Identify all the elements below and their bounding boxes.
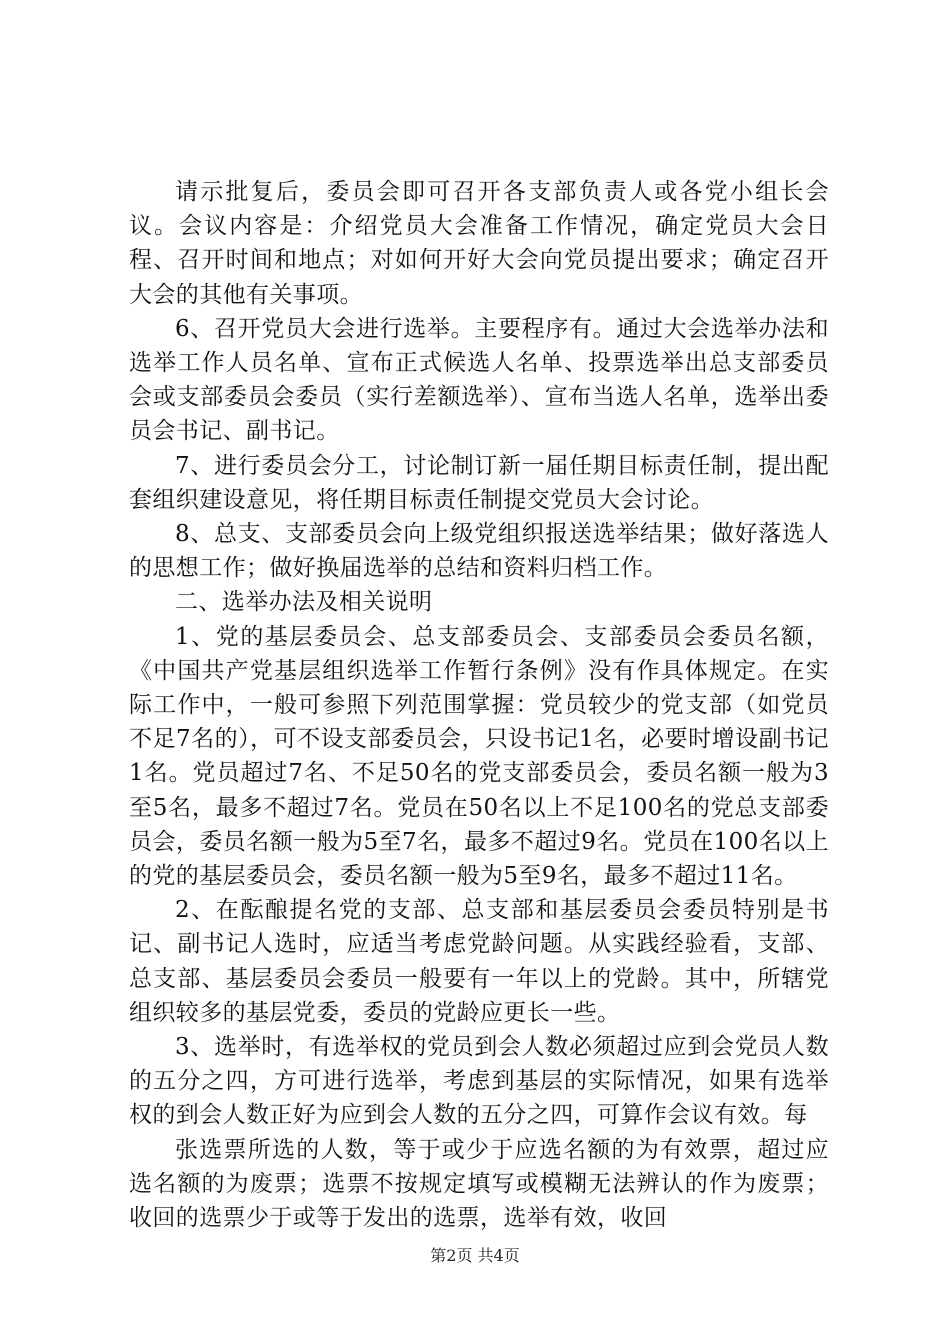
document-body	[129, 175, 829, 1235]
paragraph-rule-3: 3、选举时，有选举权的党员到会人数必须超过应到会党员人数的五分之四，方可进行选举，考虑到基层的实际情况，如果有选举权的到会人数正好为应到会人数的五分之四，可算作会议有效。每	[129, 1034, 829, 1129]
page-number: 第2页 共4页	[430, 1246, 520, 1265]
paragraph-item-6: 6、召开党员大会进行选举。主要程序有。通过大会选举办法和选举工作人员名单、宣布正式候选人名单、投票选举出总支部委员会或支部委员会委员（实行差额选举）、宣布当选人名单，选举出委员会书记、副书记。	[129, 315, 829, 445]
paragraph-rule-2: 2、在酝酿提名党的支部、总支部和基层委员会委员特别是书记、副书记人选时，应适当考虑党龄问题。从实践经验看，支部、总支部、基层委员会委员一般要有一年以上的党龄。其中，所辖党组织较多的基层党委，委员的党龄应更长一些。	[129, 897, 829, 1026]
paragraph-ballot-intro: 请示批复后，委员会即可召开各支部负责人或各党小组长会议。会议内容是：介绍党员大会准备工作情况，确定党员大会日程、召开时间和地点；对如何开好大会向党员提出要求；确定召开大会的其他有关事项。	[129, 179, 829, 308]
paragraph-item-7: 7、进行委员会分工，讨论制订新一届任期目标责任制，提出配套组织建设意见，将任期目标责任制提交党员大会讨论。	[129, 452, 829, 513]
section-heading: 二、选举办法及相关说明	[175, 589, 433, 616]
paragraph-ballot-validity: 张选票所选的人数，等于或少于应选名额的为有效票，超过应选名额的为废票；选票不按规定填写或模糊无法辨认的作为废票；收回的选票少于或等于发出的选票，选举有效，收回	[129, 1136, 829, 1232]
paragraph-rule-1: 1、党的基层委员会、总支部委员会、支部委员会委员名额，《中国共产党基层组织选举工作暂行条例》没有作具体规定。在实际工作中，一般可参照下列范围掌握：党员较少的党支部（如党员不足7名的），可不设支部委员会，只设书记1名，必要时增设副书记1名。党员超过7名、不足50名的党支部委员会，委员名额一般为3至5名，最多不超过7名。党员在50名以上不足100名的党总支部委员会，委员名额一般为5至7名，最多不超过9名。党员在100名以上的党的基层委员会，委员名额一般为5至9名，最多不超过11名。	[129, 623, 829, 890]
paragraph-item-8: 8、总支、支部委员会向上级党组织报送选举结果；做好落选人的思想工作；做好换届选举的总结和资料归档工作。	[129, 521, 829, 582]
